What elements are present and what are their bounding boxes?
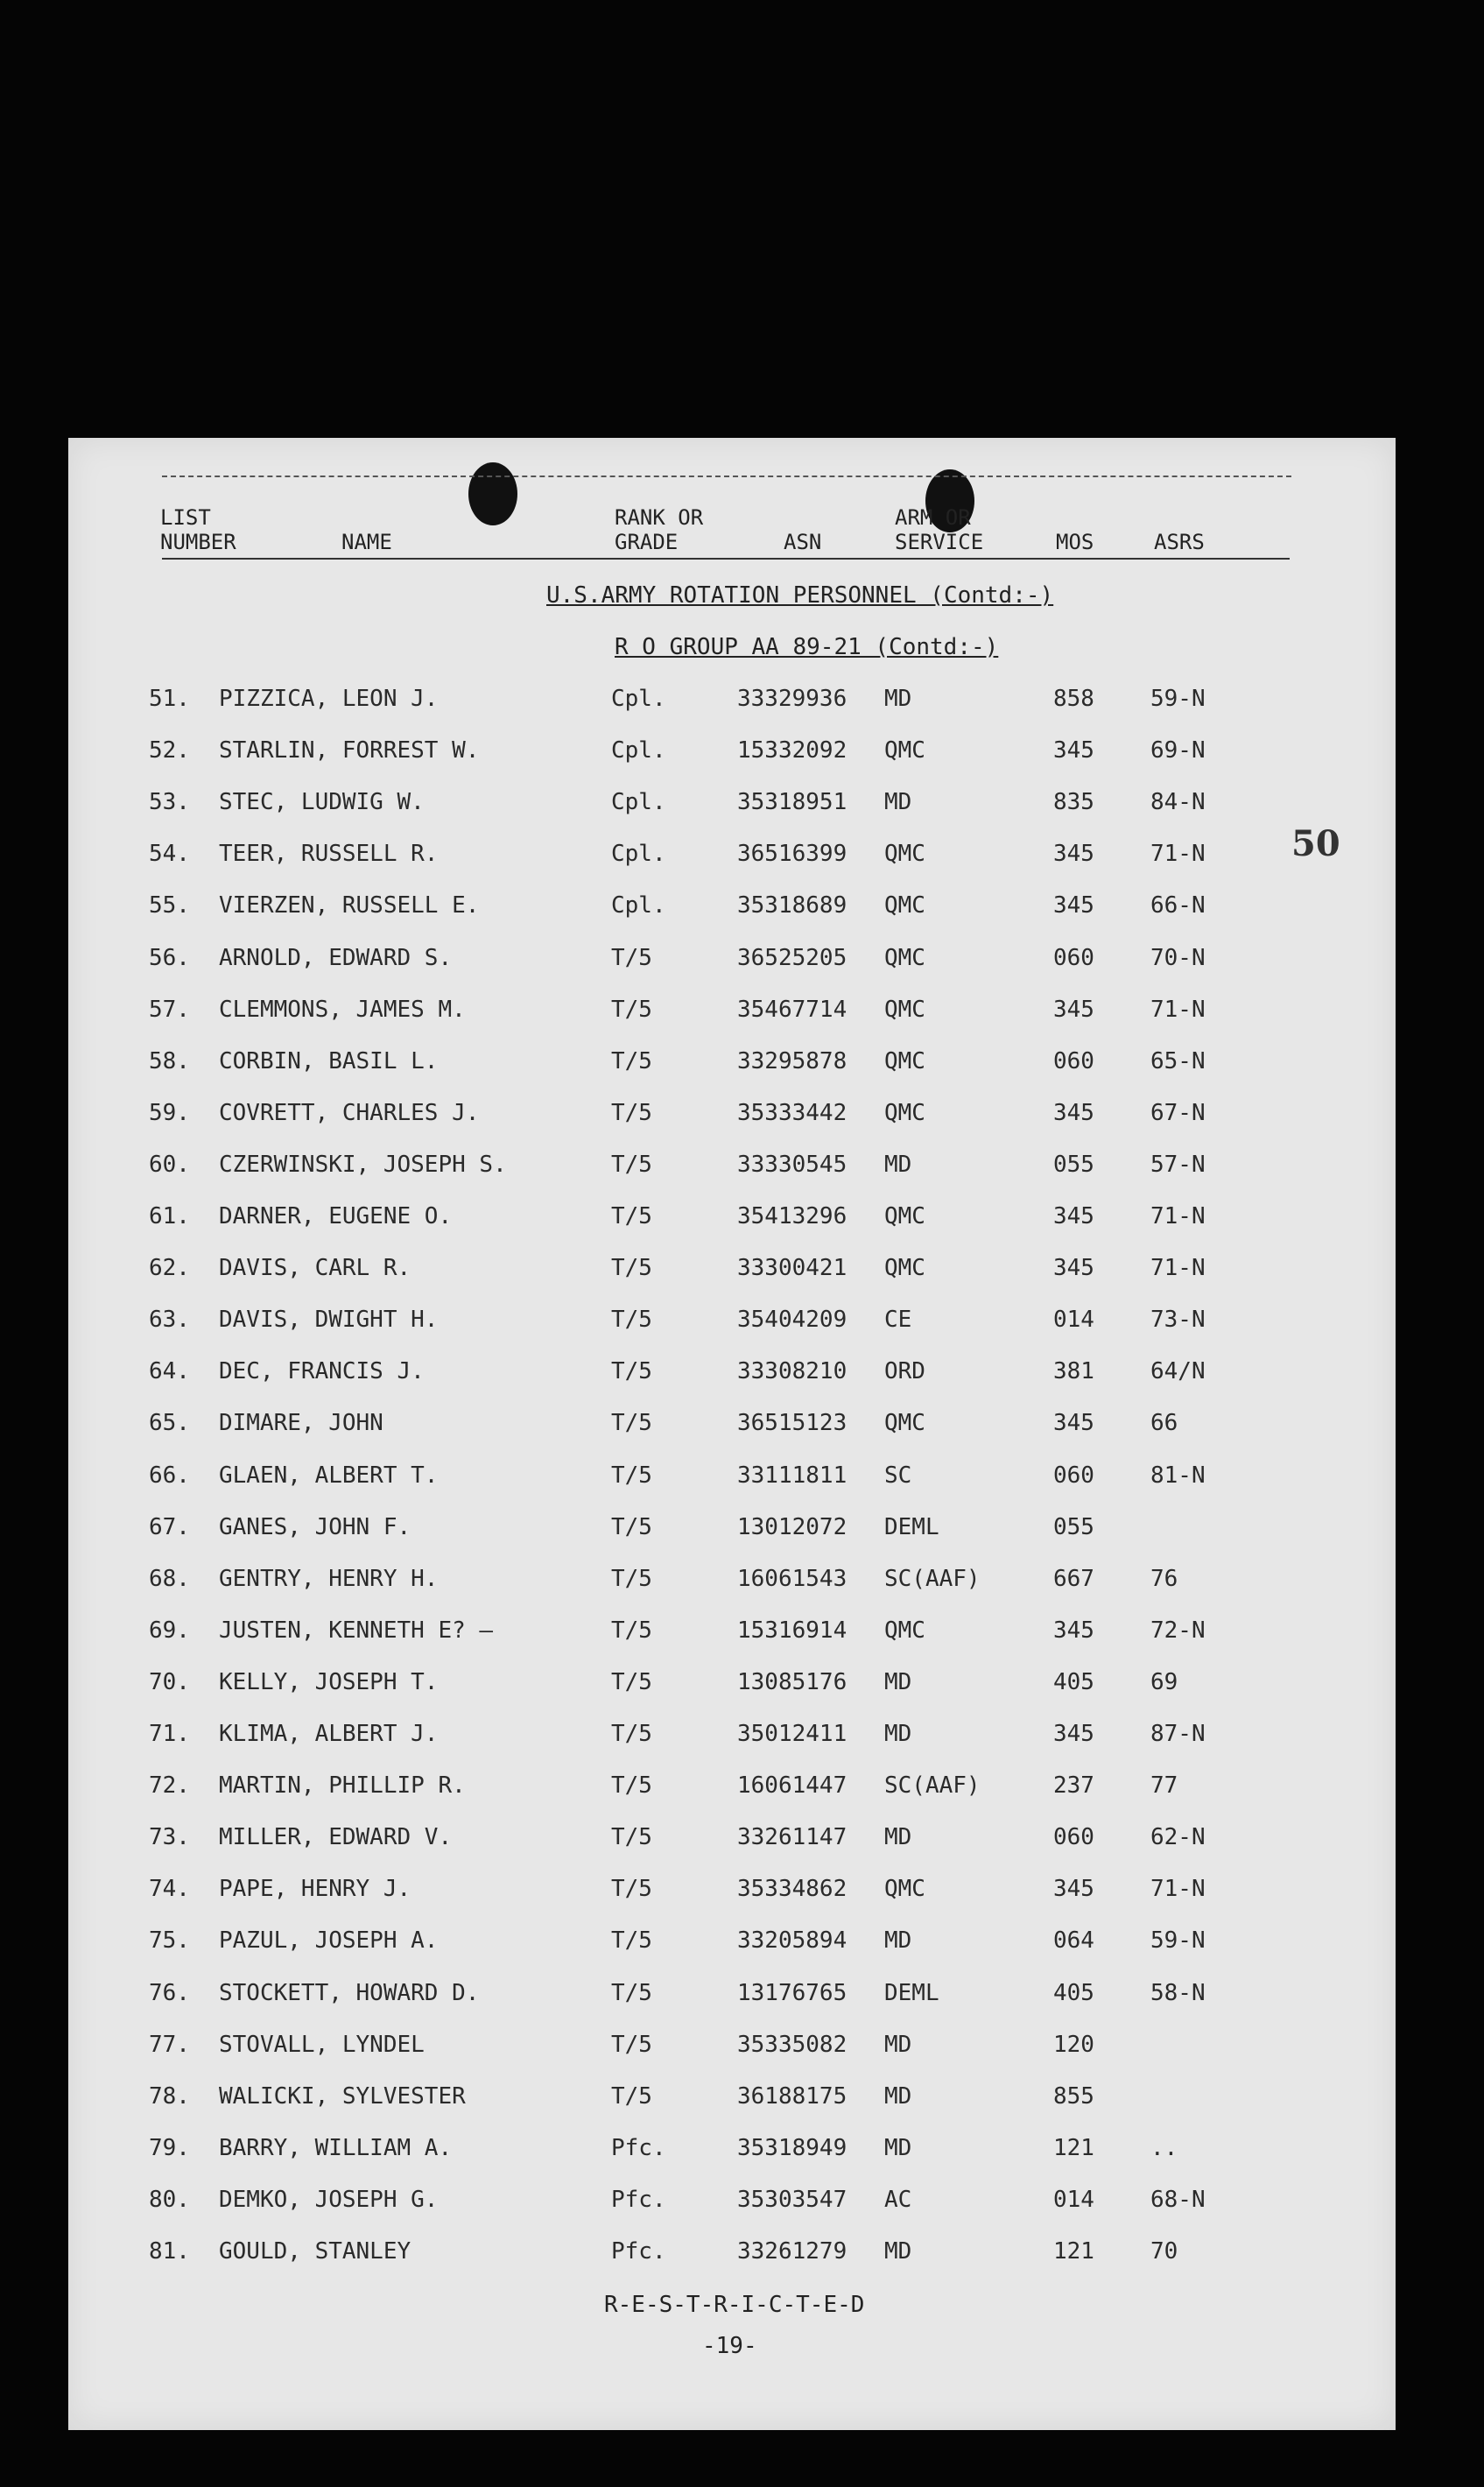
cell-mos: 121 xyxy=(1053,2238,1094,2265)
cell-asrs: 71-N xyxy=(1150,1255,1206,1282)
cell-asrs: 69 xyxy=(1150,1668,1178,1695)
cell-rank: T/5 xyxy=(611,1513,652,1540)
cell-asn: 35333442 xyxy=(737,1099,847,1126)
cell-rank: T/5 xyxy=(611,1824,652,1851)
cell-asrs: 64/N xyxy=(1150,1358,1206,1385)
cell-asrs: 57-N xyxy=(1150,1151,1206,1178)
cell-mos: 345 xyxy=(1053,841,1094,868)
cell-name: DAVIS, CARL R. xyxy=(219,1255,411,1282)
cell-name: WALICKI, SYLVESTER xyxy=(219,2082,466,2110)
header-number-label: NUMBER xyxy=(160,530,236,554)
cell-name: GLAEN, ALBERT T. xyxy=(219,1462,439,1489)
header-mos: MOS xyxy=(1056,530,1094,554)
cell-rank: T/5 xyxy=(611,2031,652,2058)
cell-asn: 35413296 xyxy=(737,1203,847,1229)
cell-asrs: 70 xyxy=(1150,2238,1178,2265)
cell-arm: QMC xyxy=(884,1255,925,1282)
cell-asn: 35335082 xyxy=(737,2031,847,2058)
cell-name: STOCKETT, HOWARD D. xyxy=(219,1979,480,2006)
cell-rank: Cpl. xyxy=(611,737,666,764)
cell-rank: T/5 xyxy=(611,944,652,971)
cell-asn: 35467714 xyxy=(737,996,847,1023)
cell-rank: T/5 xyxy=(611,1876,652,1903)
cell-mos: 345 xyxy=(1053,996,1094,1023)
cell-num: 78. xyxy=(149,2082,190,2110)
cell-mos: 345 xyxy=(1053,1099,1094,1126)
cell-name: COVRETT, CHARLES J. xyxy=(219,1099,480,1126)
cell-asn: 36525205 xyxy=(737,944,847,971)
cell-rank: T/5 xyxy=(611,1617,652,1644)
cell-arm: MD xyxy=(884,2031,912,2058)
cell-name: PAZUL, JOSEPH A. xyxy=(219,1927,439,1955)
cell-arm: MD xyxy=(884,2238,912,2265)
cell-asrs: 66-N xyxy=(1150,892,1206,919)
cell-mos: 060 xyxy=(1053,944,1094,971)
cell-arm: QMC xyxy=(884,996,925,1023)
cell-rank: T/5 xyxy=(611,1047,652,1074)
cell-asrs: 71-N xyxy=(1150,841,1206,868)
cell-num: 56. xyxy=(149,944,190,971)
cell-asn: 35334862 xyxy=(737,1876,847,1903)
cell-arm: MD xyxy=(884,1668,912,1695)
header-rank xyxy=(615,505,703,554)
cell-asn: 35318951 xyxy=(737,789,847,816)
cell-asrs: 81-N xyxy=(1150,1462,1206,1489)
cell-rank: T/5 xyxy=(611,1358,652,1385)
cell-arm: SC xyxy=(884,1462,912,1489)
cell-num: 64. xyxy=(149,1358,190,1385)
cell-num: 52. xyxy=(149,737,190,764)
cell-name: JUSTEN, KENNETH E? — xyxy=(219,1617,494,1644)
cell-num: 62. xyxy=(149,1255,190,1282)
cell-asrs: 59-N xyxy=(1150,686,1206,712)
cell-arm: QMC xyxy=(884,1410,925,1437)
cell-mos: 345 xyxy=(1053,892,1094,919)
cell-asrs: 59-N xyxy=(1150,1927,1206,1955)
cell-asn: 13176765 xyxy=(737,1979,847,2006)
cell-rank: T/5 xyxy=(611,1462,652,1489)
cell-rank: T/5 xyxy=(611,996,652,1023)
cell-asn: 15316914 xyxy=(737,1617,847,1644)
cell-arm: MD xyxy=(884,1721,912,1747)
cell-arm: CE xyxy=(884,1307,912,1334)
cell-arm: MD xyxy=(884,2134,912,2161)
cell-arm: ORD xyxy=(884,1358,925,1385)
cell-num: 67. xyxy=(149,1513,190,1540)
cell-asn: 36188175 xyxy=(737,2082,847,2110)
cell-rank: T/5 xyxy=(611,1721,652,1747)
cell-rank: T/5 xyxy=(611,1927,652,1955)
page-number: -19- xyxy=(702,2333,757,2359)
cell-rank: T/5 xyxy=(611,1410,652,1437)
cell-rank: Pfc. xyxy=(611,2134,666,2161)
cell-name: KLIMA, ALBERT J. xyxy=(219,1721,439,1747)
cell-name: DIMARE, JOHN xyxy=(219,1410,383,1437)
cell-mos: 345 xyxy=(1053,737,1094,764)
cell-num: 79. xyxy=(149,2134,190,2161)
cell-asrs: 72-N xyxy=(1150,1617,1206,1644)
header-underline xyxy=(162,558,1290,560)
cell-asn: 15332092 xyxy=(737,737,847,764)
cell-arm: MD xyxy=(884,1151,912,1178)
cell-asrs: .. xyxy=(1150,2134,1178,2161)
header-name: NAME xyxy=(341,530,392,554)
cell-num: 73. xyxy=(149,1824,190,1851)
cell-rank: T/5 xyxy=(611,1099,652,1126)
cell-num: 76. xyxy=(149,1979,190,2006)
cell-num: 74. xyxy=(149,1876,190,1903)
cell-asn: 33330545 xyxy=(737,1151,847,1178)
cell-rank: Pfc. xyxy=(611,2238,666,2265)
cell-name: DEC, FRANCIS J. xyxy=(219,1358,425,1385)
cell-arm: MD xyxy=(884,789,912,816)
cell-asn: 13012072 xyxy=(737,1513,847,1540)
cell-asrs: 65-N xyxy=(1150,1047,1206,1074)
cell-asn: 35318949 xyxy=(737,2134,847,2161)
cell-asrs: 70-N xyxy=(1150,944,1206,971)
cell-name: MILLER, EDWARD V. xyxy=(219,1824,453,1851)
cell-name: PIZZICA, LEON J. xyxy=(219,686,439,712)
group-title: R O GROUP AA 89-21 (Contd:-) xyxy=(615,634,999,660)
cell-arm: MD xyxy=(884,686,912,712)
cell-mos: 060 xyxy=(1053,1824,1094,1851)
cell-mos: 060 xyxy=(1053,1047,1094,1074)
cell-mos: 121 xyxy=(1053,2134,1094,2161)
cell-asn: 36515123 xyxy=(737,1410,847,1437)
cell-num: 81. xyxy=(149,2238,190,2265)
cell-num: 80. xyxy=(149,2186,190,2213)
cell-arm: QMC xyxy=(884,892,925,919)
header-list-label: LIST xyxy=(160,505,211,530)
cell-mos: 055 xyxy=(1053,1513,1094,1540)
cell-asn: 33261147 xyxy=(737,1824,847,1851)
cell-mos: 405 xyxy=(1053,1668,1094,1695)
cell-mos: 835 xyxy=(1053,789,1094,816)
cell-asrs: 67-N xyxy=(1150,1099,1206,1126)
cell-name: GOULD, STANLEY xyxy=(219,2238,411,2265)
cell-arm: MD xyxy=(884,1824,912,1851)
cell-mos: 405 xyxy=(1053,1979,1094,2006)
cell-arm: MD xyxy=(884,1927,912,1955)
cell-arm: QMC xyxy=(884,841,925,868)
cell-name: MARTIN, PHILLIP R. xyxy=(219,1772,466,1800)
cell-rank: T/5 xyxy=(611,1151,652,1178)
cell-rank: T/5 xyxy=(611,1307,652,1334)
cell-name: DARNER, EUGENE O. xyxy=(219,1203,453,1229)
cell-name: DAVIS, DWIGHT H. xyxy=(219,1307,439,1334)
cell-mos: 060 xyxy=(1053,1462,1094,1489)
cell-num: 59. xyxy=(149,1099,190,1126)
cell-mos: 014 xyxy=(1053,2186,1094,2213)
header-list-number xyxy=(160,505,236,554)
cell-num: 53. xyxy=(149,789,190,816)
section-title: U.S.ARMY ROTATION PERSONNEL (Contd:-) xyxy=(546,582,1054,609)
cell-rank: T/5 xyxy=(611,1668,652,1695)
cell-num: 69. xyxy=(149,1617,190,1644)
cell-asn: 35303547 xyxy=(737,2186,847,2213)
header-grade-label: GRADE xyxy=(615,530,679,554)
cell-name: GANES, JOHN F. xyxy=(219,1513,411,1540)
cell-name: CZERWINSKI, JOSEPH S. xyxy=(219,1151,507,1178)
header-arm-label: ARM OR xyxy=(895,505,971,530)
cell-arm: SC(AAF) xyxy=(884,1772,981,1800)
cell-asrs: 84-N xyxy=(1150,789,1206,816)
cell-num: 61. xyxy=(149,1203,190,1229)
cell-arm: QMC xyxy=(884,944,925,971)
cell-num: 77. xyxy=(149,2031,190,2058)
cell-name: VIERZEN, RUSSELL E. xyxy=(219,892,480,919)
cell-asn: 33329936 xyxy=(737,686,847,712)
cell-asn: 16061447 xyxy=(737,1772,847,1800)
cell-arm: QMC xyxy=(884,1099,925,1126)
cell-name: KELLY, JOSEPH T. xyxy=(219,1668,439,1695)
cell-name: STOVALL, LYNDEL xyxy=(219,2031,425,2058)
cell-asn: 33261279 xyxy=(737,2238,847,2265)
cell-num: 58. xyxy=(149,1047,190,1074)
cell-num: 75. xyxy=(149,1927,190,1955)
cell-arm: DEML xyxy=(884,1513,939,1540)
cell-mos: 345 xyxy=(1053,1617,1094,1644)
cell-arm: QMC xyxy=(884,1617,925,1644)
cell-mos: 345 xyxy=(1053,1876,1094,1903)
cell-arm: QMC xyxy=(884,737,925,764)
cell-arm: QMC xyxy=(884,1203,925,1229)
cell-mos: 014 xyxy=(1053,1307,1094,1334)
cell-num: 57. xyxy=(149,996,190,1023)
cell-asn: 35404209 xyxy=(737,1307,847,1334)
cell-asn: 16061543 xyxy=(737,1565,847,1592)
cell-arm: SC(AAF) xyxy=(884,1565,981,1592)
header-rank-label: RANK OR xyxy=(615,505,704,530)
cell-name: BARRY, WILLIAM A. xyxy=(219,2134,453,2161)
cell-arm: DEML xyxy=(884,1979,939,2006)
cell-asrs: 71-N xyxy=(1150,1203,1206,1229)
cell-name: CORBIN, BASIL L. xyxy=(219,1047,439,1074)
cell-mos: 237 xyxy=(1053,1772,1094,1800)
cell-asrs: 76 xyxy=(1150,1565,1178,1592)
cell-asn: 36516399 xyxy=(737,841,847,868)
cell-asn: 33300421 xyxy=(737,1255,847,1282)
cell-name: CLEMMONS, JAMES M. xyxy=(219,996,466,1023)
cell-arm: QMC xyxy=(884,1876,925,1903)
cell-name: STARLIN, FORREST W. xyxy=(219,737,480,764)
header-asn: ASN xyxy=(784,530,822,554)
cell-num: 54. xyxy=(149,841,190,868)
cell-asn: 33308210 xyxy=(737,1358,847,1385)
punch-hole xyxy=(468,462,517,525)
cell-num: 66. xyxy=(149,1462,190,1489)
cell-mos: 667 xyxy=(1053,1565,1094,1592)
cell-rank: T/5 xyxy=(611,1565,652,1592)
cell-mos: 855 xyxy=(1053,2082,1094,2110)
top-rule xyxy=(162,476,1291,477)
cell-rank: T/5 xyxy=(611,1255,652,1282)
cell-name: GENTRY, HENRY H. xyxy=(219,1565,439,1592)
cell-name: DEMKO, JOSEPH G. xyxy=(219,2186,439,2213)
cell-rank: Cpl. xyxy=(611,892,666,919)
cell-mos: 858 xyxy=(1053,686,1094,712)
cell-mos: 064 xyxy=(1053,1927,1094,1955)
cell-num: 72. xyxy=(149,1772,190,1800)
cell-asrs: 62-N xyxy=(1150,1824,1206,1851)
cell-name: ARNOLD, EDWARD S. xyxy=(219,944,453,971)
cell-asn: 33295878 xyxy=(737,1047,847,1074)
cell-mos: 345 xyxy=(1053,1203,1094,1229)
cell-rank: Cpl. xyxy=(611,686,666,712)
header-arm xyxy=(895,505,983,554)
cell-rank: Pfc. xyxy=(611,2186,666,2213)
cell-asrs: 71-N xyxy=(1150,1876,1206,1903)
cell-mos: 345 xyxy=(1053,1410,1094,1437)
cell-asn: 33205894 xyxy=(737,1927,847,1955)
header-service-label: SERVICE xyxy=(895,530,984,554)
cell-arm: AC xyxy=(884,2186,912,2213)
cell-rank: Cpl. xyxy=(611,789,666,816)
cell-rank: T/5 xyxy=(611,1979,652,2006)
cell-num: 55. xyxy=(149,892,190,919)
restricted-footer: R-E-S-T-R-I-C-T-E-D xyxy=(604,2292,865,2318)
cell-name: STEC, LUDWIG W. xyxy=(219,789,425,816)
cell-rank: T/5 xyxy=(611,2082,652,2110)
cell-asrs: 71-N xyxy=(1150,996,1206,1023)
cell-rank: T/5 xyxy=(611,1772,652,1800)
cell-num: 63. xyxy=(149,1307,190,1334)
cell-mos: 345 xyxy=(1053,1721,1094,1747)
cell-num: 65. xyxy=(149,1410,190,1437)
page-stamp: 50 xyxy=(1291,823,1340,864)
cell-asrs: 73-N xyxy=(1150,1307,1206,1334)
cell-mos: 345 xyxy=(1053,1255,1094,1282)
cell-name: TEER, RUSSELL R. xyxy=(219,841,439,868)
cell-arm: MD xyxy=(884,2082,912,2110)
cell-num: 70. xyxy=(149,1668,190,1695)
cell-asrs: 58-N xyxy=(1150,1979,1206,2006)
header-asrs: ASRS xyxy=(1154,530,1205,554)
cell-num: 60. xyxy=(149,1151,190,1178)
cell-mos: 055 xyxy=(1053,1151,1094,1178)
cell-num: 51. xyxy=(149,686,190,712)
cell-num: 71. xyxy=(149,1721,190,1747)
cell-asrs: 77 xyxy=(1150,1772,1178,1800)
cell-name: PAPE, HENRY J. xyxy=(219,1876,411,1903)
cell-asrs: 87-N xyxy=(1150,1721,1206,1747)
cell-num: 68. xyxy=(149,1565,190,1592)
cell-mos: 381 xyxy=(1053,1358,1094,1385)
cell-rank: T/5 xyxy=(611,1203,652,1229)
cell-asrs: 66 xyxy=(1150,1410,1178,1437)
cell-asrs: 68-N xyxy=(1150,2186,1206,2213)
cell-asn: 13085176 xyxy=(737,1668,847,1695)
cell-asrs: 69-N xyxy=(1150,737,1206,764)
cell-asn: 35012411 xyxy=(737,1721,847,1747)
cell-mos: 120 xyxy=(1053,2031,1094,2058)
cell-rank: Cpl. xyxy=(611,841,666,868)
cell-arm: QMC xyxy=(884,1047,925,1074)
cell-asn: 33111811 xyxy=(737,1462,847,1489)
cell-asn: 35318689 xyxy=(737,892,847,919)
